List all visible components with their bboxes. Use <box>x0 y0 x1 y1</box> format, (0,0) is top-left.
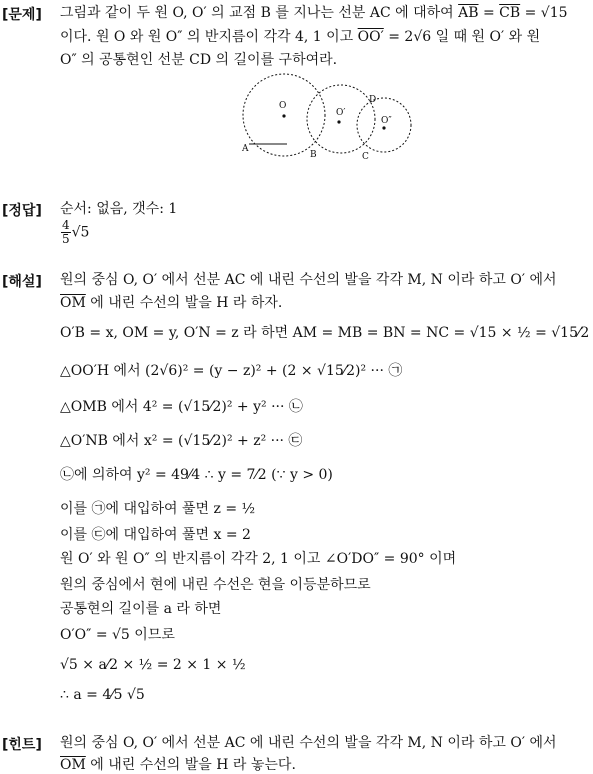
solution-line-8: 이를 ㉠에 대입하여 풀면 z = ½ <box>60 501 256 517</box>
solution-line-11: 원의 중심에서 현에 내린 수선은 현을 이등분하므로 <box>60 577 371 593</box>
answer-tag: [정답] <box>2 203 42 219</box>
solution-line-2: $\overline{OM}$ 에 내린 수선의 발을 H 라 하자. <box>60 295 283 311</box>
solution-line-3: O′B = x, OM = y, O′N = z 라 하면 AM = MB = BN = NC = √15 × ½ = √15⁄2 <box>60 325 590 341</box>
center-o-dot <box>282 114 285 117</box>
problem-line-1: 그림과 같이 두 원 O, O′ 의 교점 B 를 지나는 선분 AC 에 대하여 $\overline{AB} = \overline{CB} = √15$ <box>60 5 568 21</box>
solution-line-1: 원의 중심 O, O′ 에서 선분 AC 에 내린 수선의 발을 각각 M, N 이라 하고 O′ 에서 <box>60 272 557 288</box>
solution-line-6: △O′NB 에서 x² = (√15⁄2)² + z² ··· ㉢ <box>60 433 303 449</box>
solution-tag: [해설] <box>2 274 42 290</box>
label-c: C <box>362 152 369 162</box>
solution-line-9: 이를 ㉢에 대입하여 풀면 x = 2 <box>60 527 251 543</box>
label-o-prime: O′ <box>336 108 346 118</box>
label-d: D <box>369 95 377 105</box>
hint-line-1: 원의 중심 O, O′ 에서 선분 AC 에 내린 수선의 발을 각각 M, N 이라 하고 O′ 에서 <box>60 735 557 751</box>
problem-line-3: O″ 의 공통현인 선분 CD 의 길이를 구하여라. <box>60 52 338 68</box>
circles-figure <box>237 73 417 165</box>
problem-tag: [문제] <box>2 7 42 23</box>
solution-line-14: √5 × a⁄2 × ½ = 2 × 1 × ½ <box>60 657 246 673</box>
solution-line-4: △OO′H 에서 (2√6)² = (y − z)² + (2 × √15⁄2)² ··· ㉠ <box>60 363 403 379</box>
answer-value: $\frac{4}{5}$ √5 <box>62 218 90 246</box>
solution-line-15: ∴ a = 4⁄5 √5 <box>60 687 145 703</box>
hint-tag: [힌트] <box>2 737 42 753</box>
center-o-prime-dot <box>337 120 340 123</box>
label-o: O <box>279 101 287 111</box>
label-b: B <box>310 150 317 160</box>
hint-line-2: $\overline{OM}$ 에 내린 수선의 발을 H 라 놓는다. <box>60 757 296 773</box>
solution-line-10: 원 O′ 와 원 O″ 의 반지름이 각각 2, 1 이고 ∠O′DO″ = 90° 이며 <box>60 551 457 567</box>
solution-line-12: 공통현의 길이를 a 라 하면 <box>60 601 222 617</box>
center-o-double-prime-dot <box>382 126 385 129</box>
solution-line-5: △OMB 에서 4² = (√15⁄2)² + y² ··· ㉡ <box>60 399 303 415</box>
label-a: A <box>242 144 249 154</box>
solution-line-13: O′O″ = √5 이므로 <box>60 627 175 643</box>
problem-line-2: 이다. 원 O 와 원 O″ 의 반지름이 각각 4, 1 이고 OO′ = 2√6 일 때 원 O′ 와 원 <box>60 29 541 45</box>
label-o-double-prime: O″ <box>381 116 392 126</box>
answer-line-1: 순서: 없음, 갯수: 1 <box>60 201 178 217</box>
circle-o-prime <box>307 85 375 153</box>
solution-line-7: ㉡에 의하여 y² = 49⁄4 ∴ y = 7⁄2 (∵ y > 0) <box>60 467 333 483</box>
